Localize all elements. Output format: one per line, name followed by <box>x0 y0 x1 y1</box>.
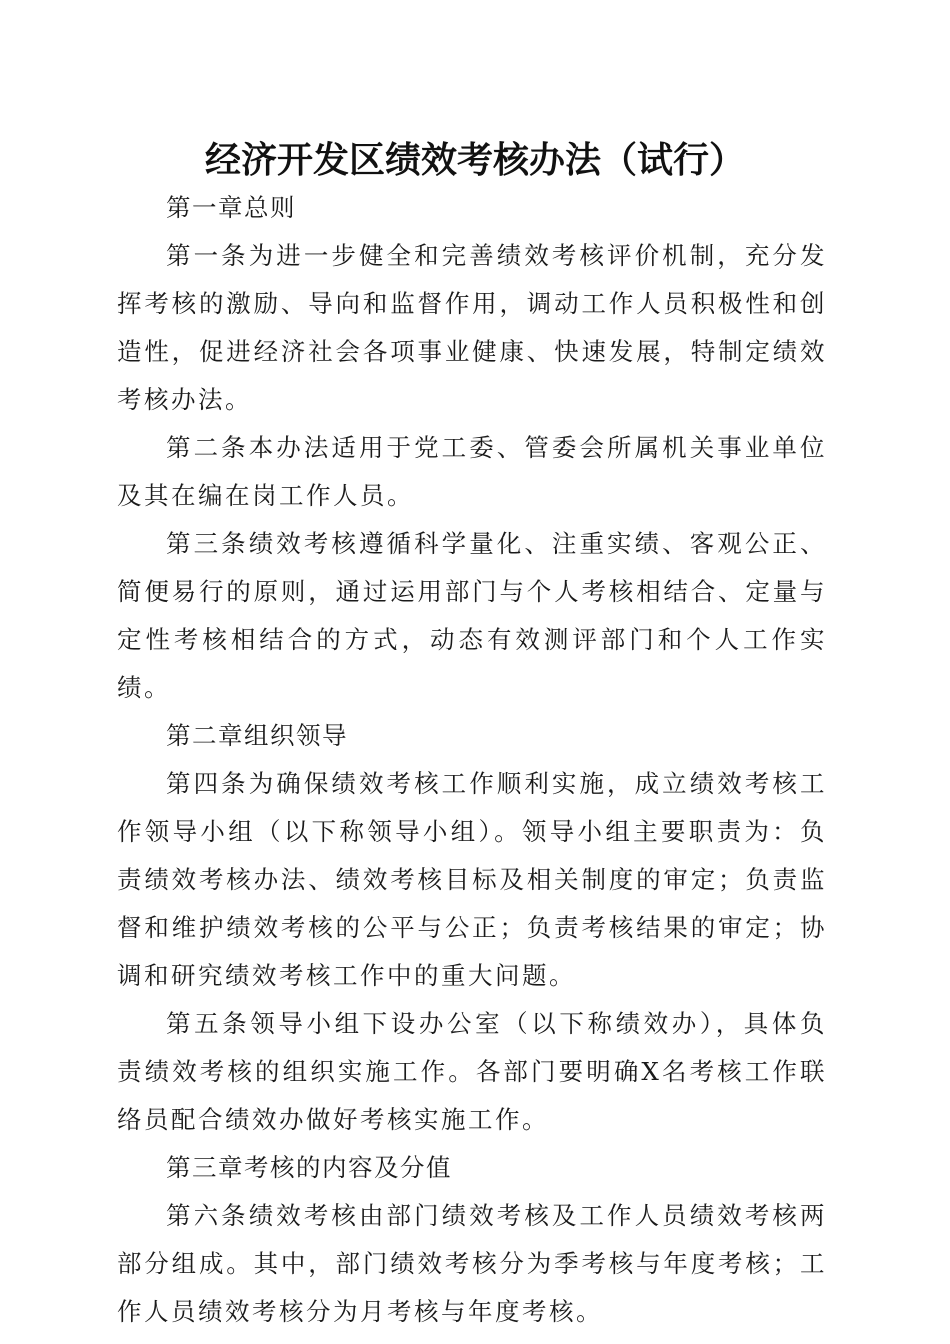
article-paragraph: 第六条绩效考核由部门绩效考核及工作人员绩效考核两部分组成。其中，部门绩效考核分为季考核与年度考核；工作人员绩效考核分为月考核与年度考核。 <box>117 1201 827 1326</box>
article-paragraph: 第一条为进一步健全和完善绩效考核评价机制，充分发挥考核的激励、导向和监督作用，调动工作人员积极性和创造性，促进经济社会各项事业健康、快速发展，特制定绩效考核办法。 <box>117 241 827 414</box>
document-title: 经济开发区绩效考核办法（试行） <box>204 139 745 181</box>
chapter-heading: 第二章组织领导 <box>166 721 348 750</box>
article-paragraph: 第二条本办法适用于党工委、管委会所属机关事业单位及其在编在岗工作人员。 <box>117 433 827 510</box>
article-paragraph: 第五条领导小组下设办公室（以下称绩效办），具体负责绩效考核的组织实施工作。各部门要明确X名考核工作联络员配合绩效办做好考核实施工作。 <box>117 1009 827 1134</box>
chapter-heading: 第三章考核的内容及分值 <box>166 1153 452 1182</box>
article-paragraph: 第四条为确保绩效考核工作顺利实施，成立绩效考核工作领导小组（以下称领导小组）。领导小组主要职责为：负责绩效考核办法、绩效考核目标及相关制度的审定；负责监督和维护绩效考核的公平与公正；负责考核结果的审定；协调和研究绩效考核工作中的重大问题。 <box>117 769 827 990</box>
document-body <box>117 184 827 1336</box>
chapter-heading: 第一章总则 <box>166 193 296 222</box>
article-paragraph: 第三条绩效考核遵循科学量化、注重实绩、客观公正、简便易行的原则，通过运用部门与个人考核相结合、定量与定性考核相结合的方式，动态有效测评部门和个人工作实绩。 <box>117 529 827 702</box>
